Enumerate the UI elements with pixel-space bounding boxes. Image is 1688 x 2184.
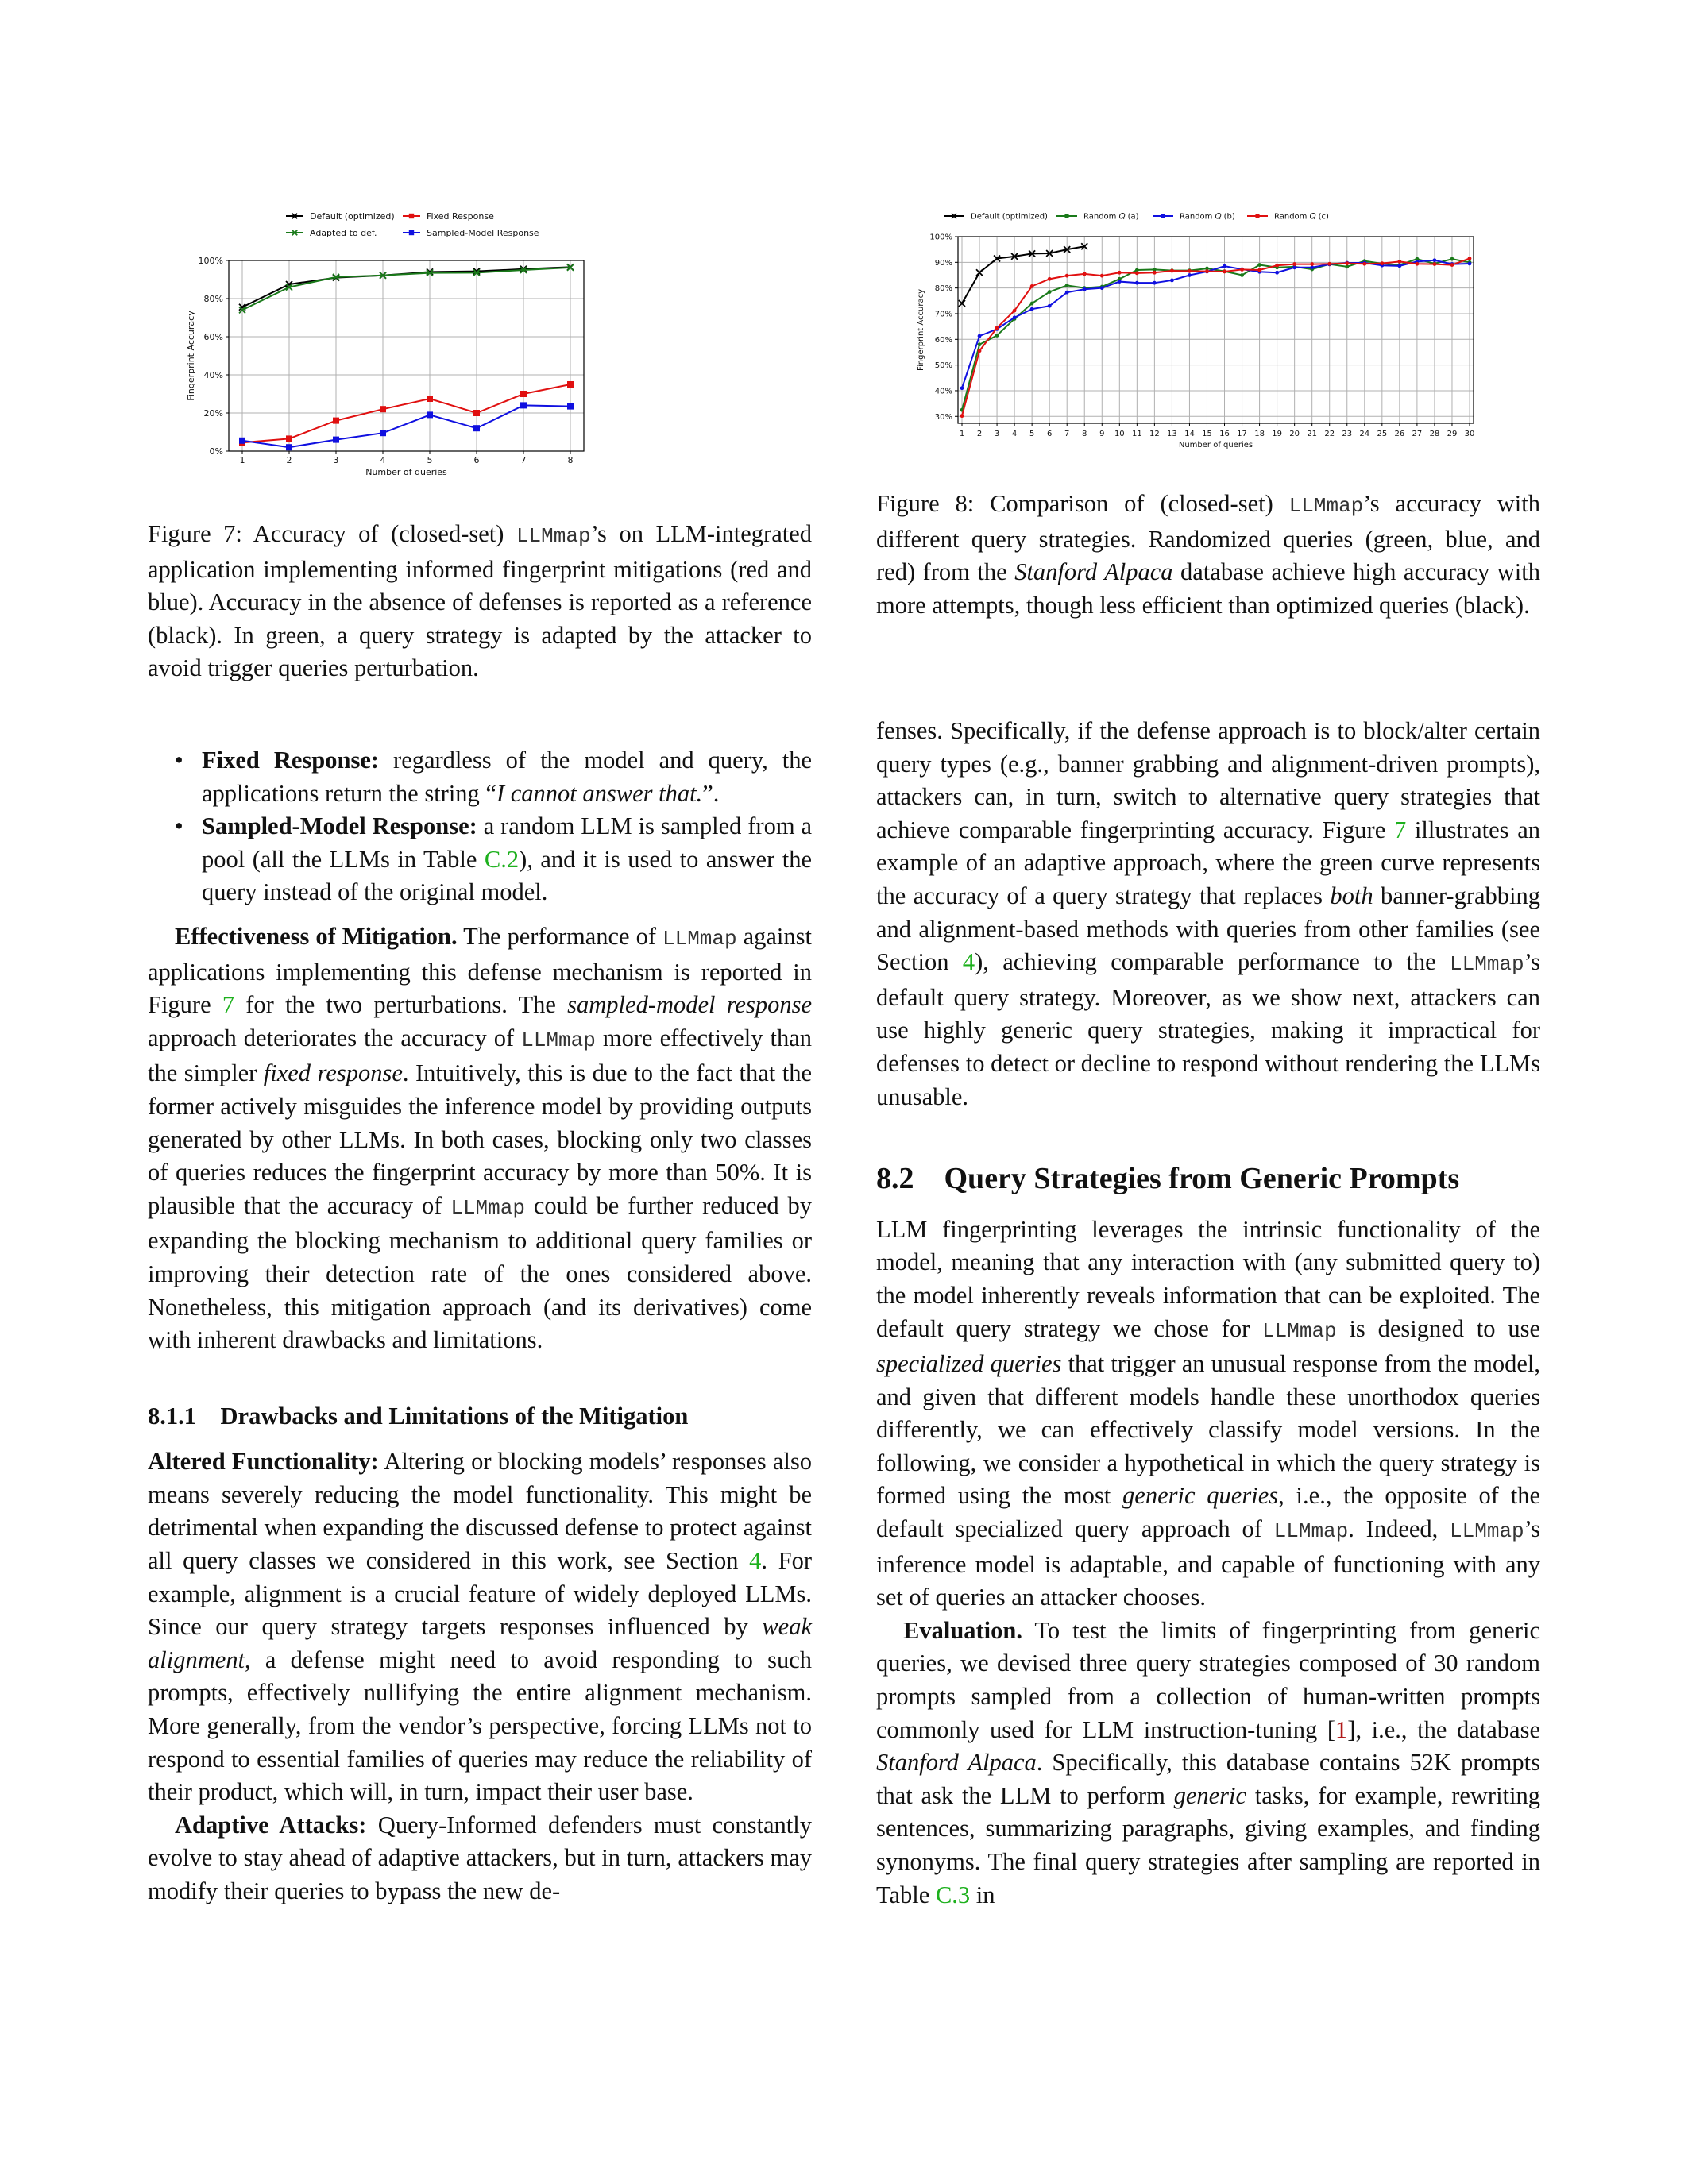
- paragraph-italic: sampled-model response: [567, 991, 812, 1019]
- x-tick-label: 6: [1046, 430, 1053, 438]
- y-tick-label: 100%: [198, 255, 223, 266]
- paragraph-text: . Specifically, this database contains 52K prompts that ask the LLM to perform: [876, 1749, 1540, 1809]
- data-point-marker: [978, 349, 982, 353]
- caption-text: ’s on LLM-integrated application implementing informed fingerprint mitigations (red and blue). Accuracy in the absence of defenses is reported as a reference (black). In green, a query strategy is adapted by the attacker to avoid trigger queries perturbation.: [148, 520, 812, 682]
- y-tick-label: 100%: [929, 233, 952, 242]
- caption-text: ’s accuracy with different query strategies. Randomized queries (green, blue, and red) from the: [876, 490, 1540, 586]
- paragraph-text: is designed to use: [1336, 1314, 1540, 1342]
- series-line: [962, 260, 1470, 388]
- right-column: [876, 715, 1540, 1912]
- x-tick-label: 5: [427, 455, 433, 465]
- tool-name: LLMmap: [1273, 1519, 1349, 1544]
- data-point-marker: [978, 334, 982, 338]
- x-tick-label: 28: [1429, 430, 1440, 438]
- series-random-q-a-: [960, 257, 1472, 412]
- tool-name: LLMmap: [1262, 1318, 1337, 1343]
- x-tick-label: 23: [1342, 430, 1353, 438]
- x-tick-label: 4: [380, 455, 386, 465]
- data-point-marker: [1205, 269, 1209, 273]
- tool-name: LLMmap: [1288, 494, 1364, 518]
- data-point-marker: [1030, 307, 1034, 311]
- x-axis-label: Number of queries: [365, 467, 447, 477]
- defense-bullet-list: [148, 744, 812, 909]
- tool-name: LLMmap: [1450, 1519, 1524, 1544]
- data-point-marker: [1065, 274, 1069, 278]
- paragraph-italic: generic queries: [1122, 1482, 1279, 1510]
- data-point-marker: [1292, 262, 1296, 266]
- data-point-marker: [427, 396, 433, 402]
- data-point-marker: [978, 342, 982, 346]
- data-point-marker: [1064, 214, 1069, 218]
- data-point-marker: [1397, 264, 1401, 268]
- data-point-marker: [1257, 263, 1261, 267]
- data-point-marker: [520, 391, 527, 397]
- x-tick-label: 2: [286, 455, 292, 465]
- paragraph-text: tasks, for example, rewriting sentences, summarizing paragraphs, giving examples, and finding synonyms. The final query strategies after sampling are reported in Table: [876, 1781, 1540, 1908]
- data-point-marker: [1257, 268, 1261, 272]
- caption-text: Figure 7: Accuracy of (closed-set): [148, 520, 516, 547]
- data-point-marker: [1048, 290, 1052, 294]
- legend-item: [1247, 213, 1329, 222]
- x-tick-label: 12: [1149, 430, 1160, 438]
- data-point-marker: [1275, 271, 1279, 275]
- y-axis-label: Fingerprint Accuracy: [186, 311, 196, 401]
- data-point-marker: [1065, 291, 1069, 295]
- tool-name: LLMmap: [521, 1028, 596, 1052]
- x-tick-label: 13: [1167, 430, 1177, 438]
- bullet-sampled-model-response: [202, 810, 812, 909]
- data-point-marker: [1083, 287, 1087, 291]
- legend-label: Fixed Response: [427, 210, 494, 222]
- data-point-marker: [1468, 262, 1472, 266]
- figure-7-caption: [148, 518, 812, 685]
- paragraph-text: ’s default query strategy. Moreover, as we show next, attackers can use highly generic query strategies, making it impractical for defenses to detect or decline to respond without rendering the LLMs unusable.: [876, 948, 1540, 1110]
- data-point-marker: [1013, 309, 1017, 313]
- legend-item: [1153, 213, 1235, 222]
- table-ref-link[interactable]: C.2: [484, 845, 520, 873]
- grid: [229, 260, 584, 451]
- paragraph-effectiveness: [148, 920, 812, 1357]
- data-point-marker: [1450, 263, 1454, 267]
- paragraph-text: LLM fingerprinting leverages the intrinsic functionality of the model, meaning that any interaction with (any submitted query to) the model inherently reveals information that can be exploited. The default query strategy we chose for: [876, 1215, 1540, 1342]
- series-line: [962, 258, 1470, 415]
- y-tick-label: 60%: [934, 335, 952, 345]
- paragraph-text: approach deteriorates the accuracy of: [148, 1024, 522, 1051]
- paragraph-text: . Intuitively, this is due to the fact that the former actively misguides the inference model by providing outputs generated by other LLMs. In both cases, blocking only two classes of queries reduces the fingerprint accuracy by more than 50%. It is plausible that the accuracy of: [148, 1059, 812, 1219]
- x-tick-label: 18: [1254, 430, 1265, 438]
- data-point-marker: [1100, 274, 1104, 278]
- x-tick-label: 19: [1272, 430, 1282, 438]
- x-tick-label: 27: [1412, 430, 1423, 438]
- paragraph-label: Effectiveness of Mitigation.: [175, 922, 458, 950]
- data-point-marker: [1380, 261, 1384, 265]
- y-tick-label: 80%: [203, 293, 223, 304]
- data-point-marker: [427, 411, 433, 418]
- data-point-marker: [1240, 273, 1244, 277]
- bullet-fixed-response: [202, 744, 812, 810]
- data-point-marker: [1362, 262, 1366, 266]
- data-point-marker: [333, 437, 339, 443]
- y-tick-label: 60%: [203, 331, 223, 342]
- data-point-marker: [1170, 279, 1174, 283]
- legend-label: Random 𝑄 (c): [1274, 212, 1329, 222]
- paragraph-text: for the two perturbations. The: [234, 991, 568, 1019]
- x-tick-label: 6: [473, 455, 480, 465]
- x-tick-label: 20: [1289, 430, 1300, 438]
- legend-label: Adapted to def.: [310, 227, 377, 238]
- data-point-marker: [1292, 265, 1296, 269]
- data-point-marker: [960, 386, 964, 390]
- paragraph-text: could be further reduced by expanding the blocking mechanism to additional query families or improving their detection rate of the ones considered above. Nonetheless, this mitigation approach (and its derivatives) come with inherent drawbacks and limitations.: [148, 1191, 812, 1354]
- y-tick-label: 90%: [934, 258, 952, 268]
- paragraph-text: in: [970, 1881, 995, 1908]
- bullet-text: a random LLM is sampled from a pool (all the LLMs in Table: [202, 812, 812, 873]
- legend-item: [286, 211, 395, 222]
- data-point-marker: [1188, 273, 1192, 277]
- caption-text: Figure 8: Comparison of (closed-set): [876, 490, 1289, 517]
- data-point-marker: [1030, 284, 1034, 288]
- paragraph-adaptive-attacks: [148, 1809, 812, 1908]
- tool-name: LLMmap: [1450, 952, 1524, 977]
- x-tick-label: 2: [976, 430, 983, 438]
- x-tick-label: 17: [1237, 430, 1247, 438]
- data-point-marker: [1345, 261, 1349, 265]
- data-point-marker: [1468, 257, 1472, 260]
- paragraph-text: illustrates an example of an adaptive approach, where the green curve represents the accuracy of a query strategy that replaces: [876, 816, 1540, 909]
- x-tick-label: 11: [1131, 430, 1142, 438]
- figure-7-chart: [183, 199, 786, 492]
- figure-8: [914, 199, 1485, 461]
- x-tick-label: 7: [1064, 430, 1070, 438]
- data-point-marker: [1240, 268, 1244, 272]
- data-point-marker: [1013, 315, 1017, 319]
- tool-name: LLMmap: [662, 926, 737, 951]
- data-point-marker: [567, 403, 574, 410]
- paragraph-text: against applications implementing this defense mechanism is reported in Figure: [148, 922, 812, 1019]
- legend: [944, 213, 1329, 222]
- y-tick-label: 0%: [209, 446, 223, 457]
- paragraph-text: To test the limits of fingerprinting from generic queries, we devised three query strategies composed of 30 random prompts sampled from a collection of human-written prompts commonly used for LLM instruction-tuning [: [876, 1616, 1540, 1743]
- x-tick-label: 7: [520, 455, 527, 465]
- paragraph-text: , a defense might need to avoid responding to such prompts, effectively nullifying the entire alignment mechanism. More generally, from the vendor’s perspective, forcing LLMs not to respond to essential families of queries may reduce the reliability of their product, which will, in turn, impact their user base.: [148, 1646, 812, 1806]
- data-point-marker: [1310, 265, 1314, 269]
- paragraph-altered-functionality: [148, 1445, 812, 1809]
- paragraph-label: Evaluation.: [903, 1616, 1022, 1644]
- paragraph-italic: specialized queries: [876, 1350, 1062, 1378]
- data-point-marker: [380, 430, 386, 436]
- legend-label: Random 𝑄 (a): [1083, 212, 1139, 222]
- y-axis-label: Fingerprint Accuracy: [917, 288, 925, 372]
- paragraph-text: ], i.e., the database: [1347, 1715, 1541, 1743]
- x-tick-label: 10: [1114, 430, 1125, 438]
- data-point-marker: [1397, 260, 1401, 264]
- paragraph-italic: Stanford Alpaca: [876, 1749, 1037, 1777]
- paragraph-text: fenses. Specifically, if the defense approach is to block/alter certain query types (e.g., banner grabbing and alignment-driven prompts), attackers can, in turn, switch to alternative query strategies that achieve comparable fingerprinting accuracy. Figure: [876, 717, 1540, 843]
- legend-item: [403, 228, 539, 238]
- x-tick-label: 24: [1359, 430, 1370, 438]
- tool-name: LLMmap: [450, 1195, 525, 1220]
- paragraph-text: Query-Informed defenders must constantly evolve to stay ahead of adaptive attackers, but in turn, attackers may modify their queries to bypass the new de-: [148, 1811, 812, 1904]
- x-tick-label: 3: [333, 455, 339, 465]
- legend-item: [1056, 213, 1139, 222]
- left-column: [148, 744, 812, 1908]
- figure-7: [183, 199, 786, 492]
- y-tick-label: 20%: [203, 407, 223, 419]
- data-point-marker: [567, 381, 574, 388]
- data-point-marker: [1255, 214, 1260, 218]
- x-tick-label: 15: [1202, 430, 1212, 438]
- citation-link[interactable]: 1: [1335, 1715, 1348, 1743]
- legend-label: Sampled-Model Response: [427, 227, 539, 238]
- data-point-marker: [1118, 280, 1122, 284]
- figure-8-chart: [914, 199, 1485, 461]
- data-point-marker: [995, 334, 999, 338]
- y-tick-label: 40%: [203, 369, 223, 380]
- data-point-marker: [1275, 264, 1279, 268]
- data-point-marker: [1223, 264, 1226, 268]
- data-point-marker: [1161, 214, 1165, 218]
- paragraph-text: more effectively than the simpler: [148, 1024, 812, 1087]
- y-tick-label: 40%: [934, 387, 952, 396]
- data-point-marker: [1048, 304, 1052, 308]
- x-tick-label: 1: [239, 455, 245, 465]
- data-point-marker: [409, 214, 414, 218]
- x-tick-label: 5: [1029, 430, 1035, 438]
- y-tick-label: 80%: [934, 284, 952, 294]
- paragraph-italic: both: [1330, 882, 1373, 909]
- data-point-marker: [520, 402, 527, 408]
- x-tick-label: 21: [1307, 430, 1318, 438]
- paragraph-text: banner-grabbing and alignment-based methods with queries from other families (see Section: [876, 882, 1540, 976]
- x-tick-label: 30: [1464, 430, 1475, 438]
- paragraph-text: ), achieving comparable performance to the: [975, 948, 1450, 976]
- x-tick-label: 8: [567, 455, 574, 465]
- table-ref-link[interactable]: C.3: [935, 1881, 971, 1908]
- x-tick-label: 8: [1082, 430, 1087, 438]
- data-point-marker: [1188, 269, 1192, 273]
- x-tick-label: 9: [1099, 430, 1105, 438]
- series-line: [962, 259, 1470, 410]
- bullet-label: Sampled-Model Response:: [202, 812, 477, 840]
- legend-item: [944, 213, 1048, 222]
- x-tick-label: 22: [1324, 430, 1335, 438]
- section-heading: 8.2 Query Strategies from Generic Prompts: [876, 1162, 1460, 1196]
- y-tick-label: 30%: [934, 412, 952, 422]
- x-tick-label: 16: [1219, 430, 1230, 438]
- data-point-marker: [1433, 258, 1437, 262]
- bullet-italic: I cannot answer that.: [496, 779, 703, 807]
- data-point-marker: [1327, 262, 1331, 266]
- subsection-heading: 8.1.1 Drawbacks and Limitations of the Mitigation: [148, 1402, 689, 1430]
- data-point-marker: [995, 326, 999, 330]
- plot-frame: [229, 260, 584, 451]
- data-point-marker: [1153, 281, 1157, 285]
- paragraph-italic: generic: [1173, 1781, 1247, 1809]
- data-point-marker: [1030, 302, 1034, 306]
- paragraph-text: . Indeed,: [1348, 1515, 1450, 1543]
- paragraph-continuation: [876, 715, 1540, 1113]
- paragraph-label: Altered Functionality:: [148, 1448, 379, 1476]
- data-point-marker: [1135, 281, 1139, 285]
- data-point-marker: [960, 414, 964, 418]
- legend-label: Default (optimized): [310, 210, 395, 222]
- figure-ref-link[interactable]: 7: [222, 991, 235, 1019]
- x-tick-label: 26: [1394, 430, 1405, 438]
- paragraph-text: ’s inference model is adaptable, and capable of functioning with any set of queries an attacker chooses.: [876, 1515, 1541, 1611]
- data-point-marker: [1135, 272, 1139, 276]
- data-point-marker: [473, 425, 480, 431]
- y-tick-label: 70%: [934, 310, 952, 319]
- legend: [286, 211, 539, 238]
- x-tick-label: 14: [1184, 430, 1195, 438]
- paragraph-evaluation: [876, 1615, 1540, 1912]
- data-point-marker: [1083, 272, 1087, 276]
- data-point-marker: [286, 435, 292, 442]
- data-point-marker: [1118, 271, 1122, 275]
- data-point-marker: [1223, 270, 1226, 274]
- bullet-text: regardless of the model and query, the applications return the string “: [202, 747, 812, 807]
- x-tick-label: 1: [959, 430, 965, 438]
- legend-item: [403, 211, 494, 222]
- data-point-marker: [380, 406, 386, 412]
- caption-text: database achieve high accuracy with more attempts, though less efficient than optimized queries (black).: [876, 558, 1540, 619]
- paragraph-text: that trigger an unusual response from the model, and given that different models handle these unorthodox queries differently, we can effectively classify model versions. In the following, we consider a hypothetical in which the query strategy is formed using the most: [876, 1350, 1540, 1510]
- paragraph-italic: weak alignment: [148, 1613, 812, 1673]
- series-random-q-c-: [960, 257, 1472, 418]
- bullet-label: Fixed Response:: [202, 747, 380, 774]
- paragraph-text: , i.e., the opposite of the default specialized query approach of: [876, 1482, 1541, 1543]
- figure-8-caption: [876, 488, 1540, 622]
- data-point-marker: [1170, 269, 1174, 273]
- data-point-marker: [1310, 262, 1314, 266]
- data-point-marker: [1433, 262, 1437, 266]
- data-point-marker: [473, 410, 480, 416]
- x-tick-label: 3: [994, 430, 1000, 438]
- data-point-marker: [239, 438, 245, 444]
- caption-italic: Stanford Alpaca: [1014, 558, 1173, 586]
- paragraph-intro: [876, 1214, 1540, 1615]
- data-point-marker: [1048, 277, 1052, 281]
- paragraph-italic: fixed response: [263, 1059, 403, 1087]
- y-tick-label: 50%: [934, 361, 952, 371]
- data-point-marker: [1153, 271, 1157, 275]
- tool-name: LLMmap: [516, 524, 591, 548]
- x-tick-label: 29: [1447, 430, 1458, 438]
- legend-item: [286, 228, 377, 238]
- data-point-marker: [1065, 284, 1069, 287]
- data-point-marker: [333, 418, 339, 424]
- series-random-q-b-: [960, 258, 1472, 390]
- x-tick-label: 25: [1377, 430, 1388, 438]
- x-axis-label: Number of queries: [1178, 441, 1253, 450]
- paragraph-text: Altering or blocking models’ responses also means severely reducing the model functionality. This might be detrimental when expanding the discussed defense to protect against all query classes we considered in this work, see Section: [148, 1448, 812, 1575]
- bullet-text: ), and it is used to answer the query instead of the original model.: [202, 845, 812, 906]
- section-ref-link[interactable]: 4: [749, 1547, 762, 1575]
- paragraph-label: Adaptive Attacks:: [175, 1811, 367, 1839]
- data-point-marker: [1100, 286, 1104, 290]
- data-point-marker: [1345, 264, 1349, 268]
- section-ref-link[interactable]: 4: [962, 948, 975, 976]
- data-point-marker: [1450, 257, 1454, 261]
- data-point-marker: [1415, 262, 1419, 266]
- legend-label: Random 𝑄 (b): [1180, 212, 1235, 222]
- bullet-text: ”.: [702, 779, 720, 807]
- data-point-marker: [409, 230, 414, 235]
- legend-label: Default (optimized): [971, 212, 1048, 222]
- figure-ref-link[interactable]: 7: [1393, 816, 1407, 843]
- x-tick-label: 4: [1011, 430, 1018, 438]
- data-point-marker: [286, 444, 292, 450]
- paragraph-text: . For example, alignment is a crucial feature of widely deployed LLMs. Since our query strategy targets responses influenced by: [148, 1547, 812, 1641]
- paragraph-text: The performance of: [457, 922, 662, 950]
